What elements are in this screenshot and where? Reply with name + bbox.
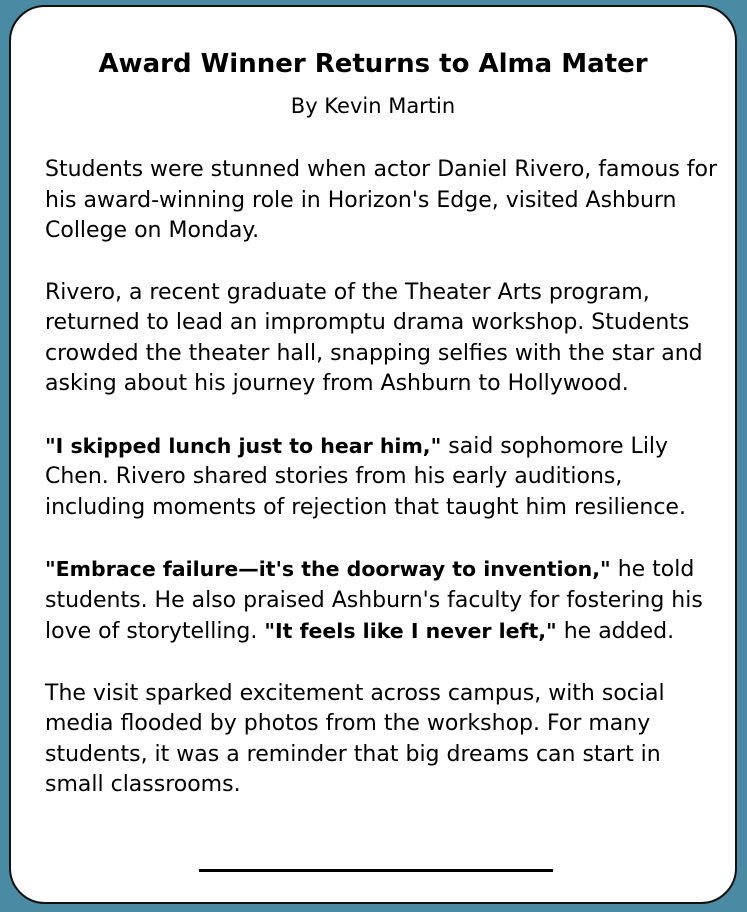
headline: Award Winner Returns to Alma Mater xyxy=(98,49,648,79)
byline: By Kevin Martin xyxy=(290,94,456,118)
quote-embrace-failure: "Embrace failure—it's the doorway to invention," xyxy=(45,557,611,581)
paragraph-1: Students were stunned when actor Daniel Rivero, famous for his award-winning role in Horizon's Edge, visited Ashburn College on Monday. xyxy=(45,157,718,243)
paragraph-5: The visit sparked excitement across campus, with social media flooded by photos from the workshop. For many students, it was a reminder that big dreams can start in small classrooms. xyxy=(45,680,665,797)
paragraph-4 xyxy=(45,554,725,648)
paragraph-2: Rivero, a recent graduate of the Theater Arts program, returned to lead an impromptu drama workshop. Students crowded the theater hall, snapping selfies with the star and asking about his journey from Ashburn to Hollywood. xyxy=(45,279,703,396)
paragraph-3 xyxy=(45,431,725,524)
paragraph-4-text-2: he added. xyxy=(556,619,675,644)
footer-divider xyxy=(199,869,553,872)
quote-never-left: "It feels like I never left," xyxy=(264,619,557,643)
article-body xyxy=(45,155,725,832)
paragraph-4-text-1: he told students. He also praised Ashburn's faculty for fostering his love of storytelling. xyxy=(45,557,703,644)
article-card xyxy=(9,5,737,904)
paragraph-3-text: said sophomore Lily Chen. Rivero shared stories from his early auditions, including moments of rejection that taught him resilience. xyxy=(45,433,686,520)
quote-lily-chen: "I skipped lunch just to hear him," xyxy=(45,433,442,458)
